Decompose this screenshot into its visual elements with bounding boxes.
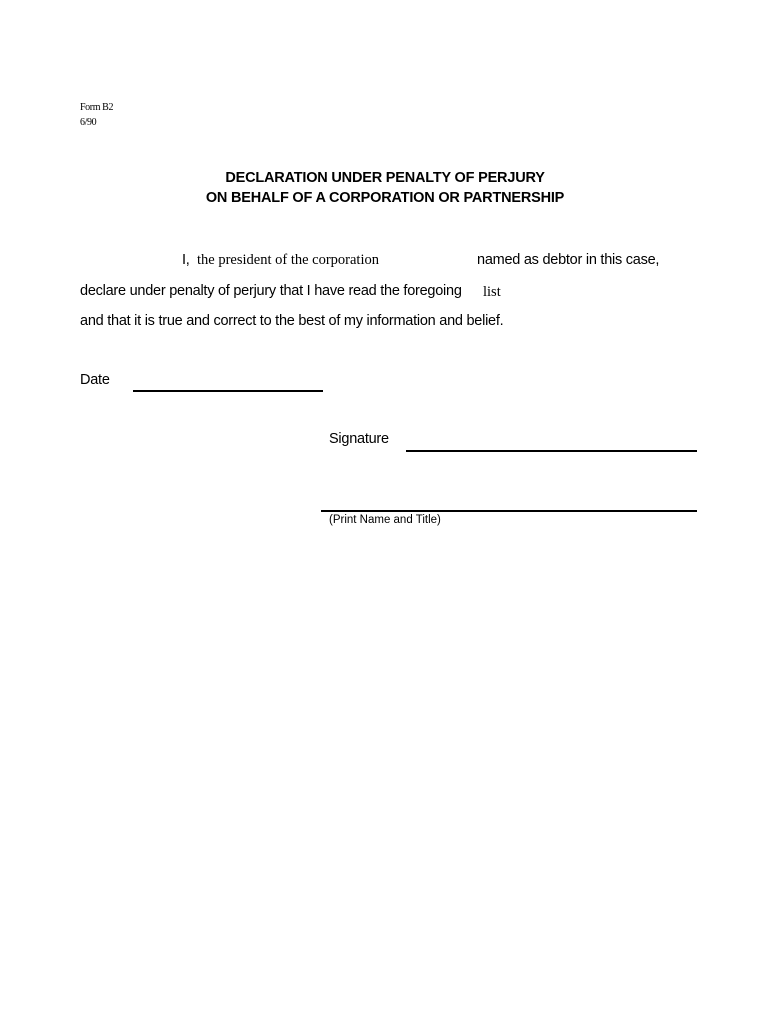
read-statement-text: declare under penalty of perjury that I have read the foregoing [80,283,462,299]
document-title-line-1: DECLARATION UNDER PENALTY OF PERJURY [225,170,545,186]
declarant-pronoun: I, [182,252,190,268]
date-field-line[interactable] [133,390,323,392]
form-revision: 6/90 [80,117,97,128]
signature-field-line[interactable] [406,450,697,452]
document-read-field[interactable]: list [483,284,501,300]
declarant-role-field[interactable]: the president of the corporation [197,252,379,268]
truth-statement-text: and that it is true and correct to the best of my information and belief. [80,313,504,329]
signature-label: Signature [329,431,389,447]
named-as-debtor-text: named as debtor in this case, [477,252,660,268]
print-name-title-line[interactable] [321,510,697,512]
date-label: Date [80,372,110,388]
print-name-title-caption: (Print Name and Title) [329,514,441,526]
document-title-line-2: ON BEHALF OF A CORPORATION OR PARTNERSHIP [205,190,565,206]
form-number: Form B2 [80,102,114,113]
